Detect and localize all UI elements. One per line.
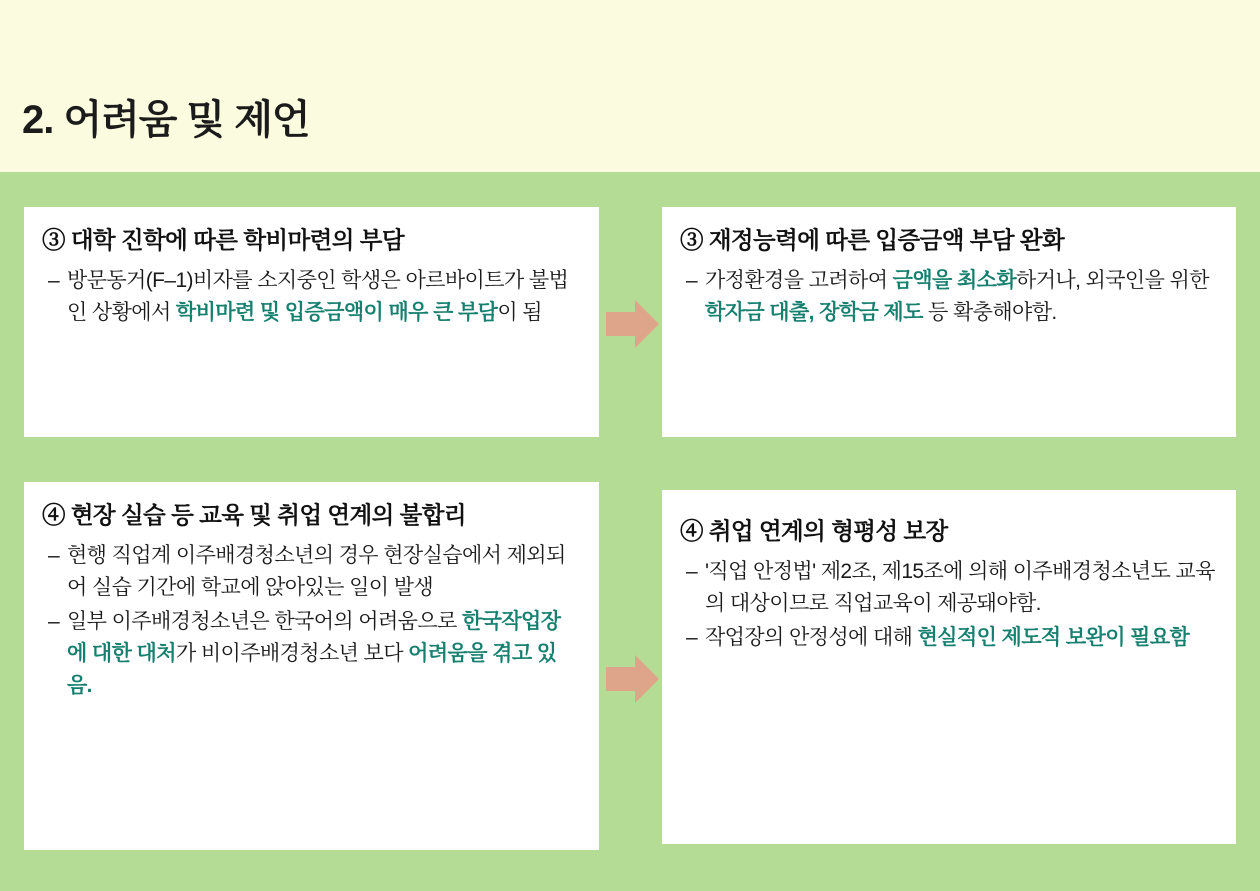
title-band <box>0 0 1260 172</box>
arrow-shaft <box>606 667 636 691</box>
bullet-dash: – <box>48 609 60 633</box>
arrow-head <box>635 300 659 348</box>
bullet-list <box>42 540 579 703</box>
list-item <box>680 556 1216 620</box>
arrow-shaft <box>606 312 636 336</box>
list-item <box>42 606 579 702</box>
card-proposal-4 <box>662 490 1236 844</box>
bullet-list <box>42 265 579 329</box>
list-item <box>42 540 579 604</box>
bullet-text: '직업 안정법' 제2조, 제15조에 의해 이주배경청소년도 교육의 대상이므로 직업교육이 제공돼야함. <box>705 559 1215 615</box>
card-difficulty-3 <box>24 207 599 437</box>
card-heading: ③ 대학 진학에 따른 학비마련의 부담 <box>42 227 404 253</box>
bullet-dash: – <box>686 559 698 583</box>
bullet-text: 현행 직업계 이주배경청소년의 경우 현장실습에서 제외되어 실습 기간에 학교에 앉아있는 일이 발생 <box>67 543 566 599</box>
bullet-list <box>680 556 1216 654</box>
card-difficulty-4 <box>24 482 599 850</box>
bullet-dash: – <box>48 268 60 292</box>
arrow-head <box>635 655 659 703</box>
bullet-list <box>680 265 1216 329</box>
list-item <box>680 265 1216 329</box>
bullet-text: 일부 이주배경청소년은 한국어의 어려움으로 한국작업장에 대한 대처가 비이주배경청소년 보다 어려움을 겪고 있음. <box>67 609 561 698</box>
card-heading: ④ 취업 연계의 형평성 보장 <box>680 518 948 544</box>
bullet-text: 가정환경을 고려하여 금액을 최소화하거나, 외국인을 위한 학자금 대출, 장학금 제도 등 확충해야함. <box>705 268 1209 324</box>
bullet-dash: – <box>686 268 698 292</box>
page-title: 2. 어려움 및 제언 <box>22 98 310 142</box>
bullet-text: 방문동거(F–1)비자를 소지중인 학생은 아르바이트가 불법인 상황에서 학비마련 및 입증금액이 매우 큰 부담이 됨 <box>67 268 569 324</box>
list-item <box>42 265 579 329</box>
list-item <box>680 622 1216 654</box>
card-proposal-3 <box>662 207 1236 437</box>
card-heading: ④ 현장 실습 등 교육 및 취업 연계의 불합리 <box>42 502 466 528</box>
card-heading: ③ 재정능력에 따른 입증금액 부담 완화 <box>680 227 1065 253</box>
bullet-dash: – <box>48 543 60 567</box>
bullet-text: 작업장의 안정성에 대해 현실적인 제도적 보완이 필요함 <box>705 625 1190 649</box>
bullet-dash: – <box>686 625 698 649</box>
